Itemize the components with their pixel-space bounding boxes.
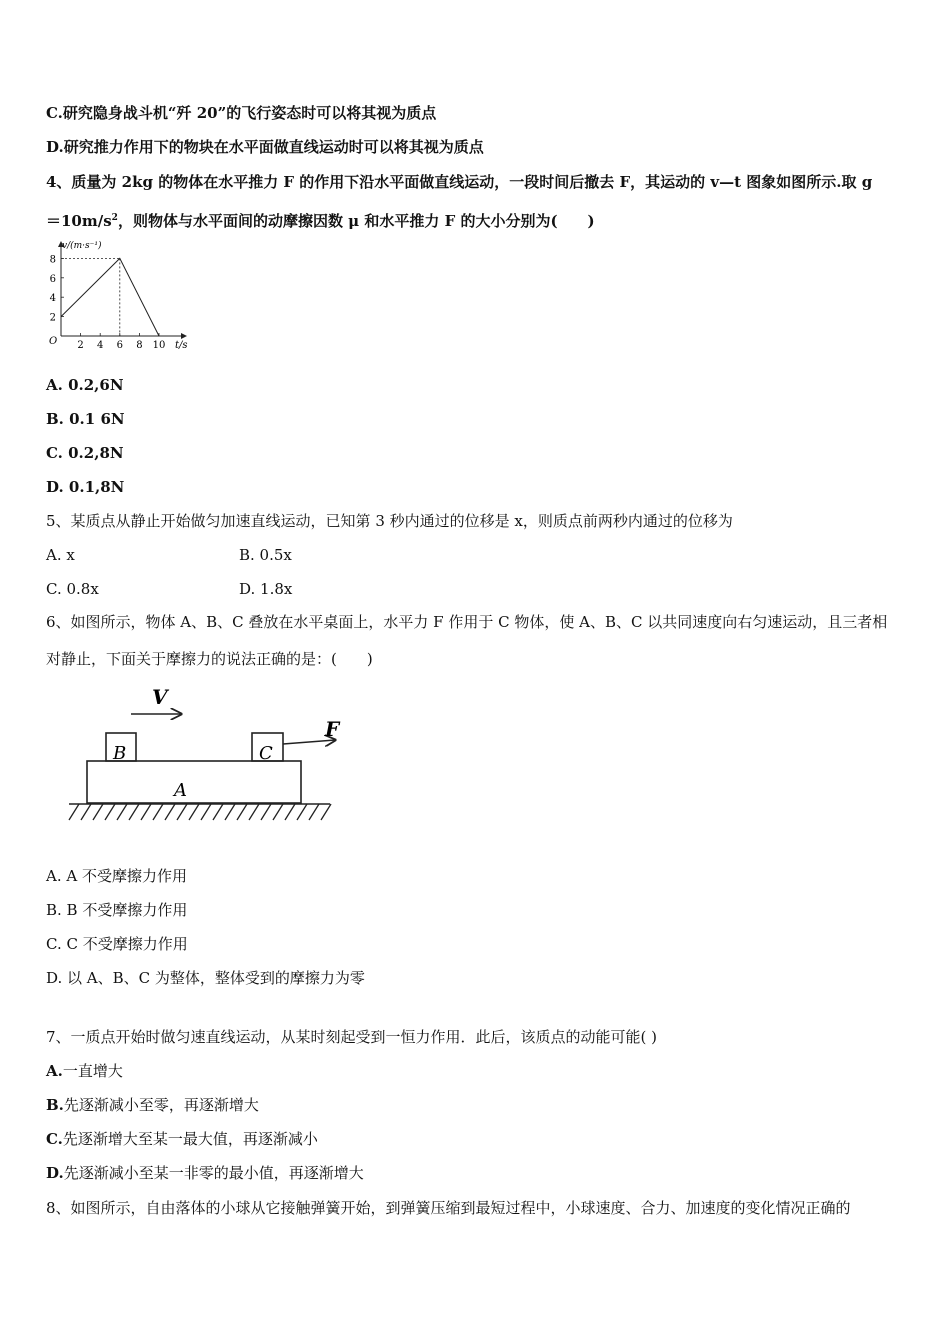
hatch-line	[93, 804, 103, 820]
q4-stem-question: ，则物体与水平面间的动摩擦因数 μ 和水平推力 F 的大小分别为( )	[117, 212, 595, 230]
q6-option-b: B. B 不受摩擦力作用	[46, 901, 188, 919]
hatch-line	[141, 804, 151, 820]
q6-stem-line2: 对静止，下面关于摩擦力的说法正确的是：( )	[46, 650, 373, 668]
y-tick-label: 6	[49, 273, 56, 285]
q4-stem-line1: 4、质量为 2kg 的物体在水平推力 F 的作用下沿水平面做直线运动，一段时间后撤去 F，其运动的 v—t 图象如图所示.取 g	[46, 173, 873, 191]
q5-option-d: D. 1.8x	[239, 580, 293, 598]
hatch-line	[321, 804, 331, 820]
velocity-series-line	[61, 258, 159, 336]
q4-option-b: B. 0.1 6N	[46, 410, 125, 428]
q4-option-d: D. 0.1,8N	[46, 478, 125, 496]
vt-graph	[40, 236, 210, 354]
block-c-label: C	[259, 743, 273, 764]
hatch-line	[225, 804, 235, 820]
blocks-diagram	[55, 680, 345, 830]
y-tick-label: 2	[49, 312, 56, 324]
q7-option-b-text: 先逐渐减小至零，再逐渐增大	[63, 1096, 259, 1114]
hatch-line	[213, 804, 223, 820]
x-tick-label: 8	[136, 340, 143, 351]
hatch-line	[81, 804, 91, 820]
block-a-label: A	[174, 780, 187, 801]
hatch-line	[261, 804, 271, 820]
q7-option-b	[46, 1095, 259, 1115]
hatch-line	[189, 804, 199, 820]
q8-stem: 8、如图所示，自由落体的小球从它接触弹簧开始，到弹簧压缩到最短过程中，小球速度、合力、加速度的变化情况正确的	[46, 1199, 851, 1217]
block-b-label: B	[113, 743, 127, 764]
y-axis-label: v/(m·s⁻¹)	[62, 241, 102, 251]
q4-option-a: A. 0.2,6N	[46, 376, 124, 394]
q3-option-d: D.研究推力作用下的物块在水平面做直线运动时可以将其视为质点	[46, 138, 484, 156]
hatch-line	[105, 804, 115, 820]
q5-option-b: B. 0.5x	[239, 546, 292, 564]
q3-option-c: C.研究隐身战斗机“歼 20”的飞行姿态时可以将其视为质点	[46, 104, 437, 122]
hatch-line	[273, 804, 283, 820]
x-tick-label: 4	[97, 340, 104, 351]
hatch-line	[285, 804, 295, 820]
q7-option-c-key: C.	[46, 1130, 63, 1148]
q5-stem: 5、某质点从静止开始做匀加速直线运动，已知第 3 秒内通过的位移是 x，则质点前两秒内通过的位移为	[46, 512, 733, 530]
hatch-line	[201, 804, 211, 820]
hatch-line	[309, 804, 319, 820]
hatch-line	[249, 804, 259, 820]
q7-stem: 7、一质点开始时做匀速直线运动，从某时刻起受到一恒力作用．此后，该质点的动能可能( )	[46, 1028, 658, 1046]
force-label: F	[325, 717, 340, 741]
q7-option-d-text: 先逐渐减小至某一非零的最小值，再逐渐增大	[63, 1164, 364, 1182]
x-tick-label: 2	[77, 340, 84, 351]
q7-option-c	[46, 1129, 318, 1149]
q4-stem-g-value: ＝10m/s	[46, 212, 112, 230]
x-axis-label: t/s	[175, 340, 188, 351]
q4-stem-g-exponent: 2	[111, 213, 118, 223]
q6-option-d: D. 以 A、B、C 为整体，整体受到的摩擦力为零	[46, 969, 365, 987]
q6-option-c: C. C 不受摩擦力作用	[46, 935, 188, 953]
block-a	[87, 761, 301, 803]
hatch-line	[129, 804, 139, 820]
q7-option-a	[46, 1061, 123, 1081]
q5-option-a: A. x	[46, 546, 75, 564]
q6-stem-line1: 6、如图所示，物体 A、B、C 叠放在水平桌面上，水平力 F 作用于 C 物体，使 A、B、C 以共同速度向右匀速运动，且三者相	[46, 613, 888, 631]
ground-hatching	[69, 804, 331, 820]
q7-option-a-text: 一直增大	[62, 1062, 123, 1080]
y-tick-label: 4	[49, 293, 56, 305]
hatch-line	[297, 804, 307, 820]
hatch-line	[153, 804, 163, 820]
q7-option-d	[46, 1163, 364, 1183]
velocity-label: V	[152, 685, 168, 709]
y-tick-label: 8	[49, 254, 56, 266]
q4-stem-line2	[46, 208, 595, 231]
origin-label: O	[49, 336, 58, 347]
x-tick-label: 10	[152, 340, 166, 351]
q7-option-a-key: A.	[46, 1062, 63, 1080]
hatch-line	[237, 804, 247, 820]
q4-option-c: C. 0.2,8N	[46, 444, 124, 462]
hatch-line	[165, 804, 175, 820]
hatch-line	[177, 804, 187, 820]
q7-option-d-key: D.	[46, 1164, 64, 1182]
hatch-line	[117, 804, 127, 820]
x-tick-label: 6	[116, 340, 123, 351]
hatch-line	[69, 804, 79, 820]
q7-option-b-key: B.	[46, 1096, 64, 1114]
q7-option-c-text: 先逐渐增大至某一最大值，再逐渐减小	[62, 1130, 318, 1148]
q6-option-a: A. A 不受摩擦力作用	[46, 867, 187, 885]
q5-option-c: C. 0.8x	[46, 580, 99, 598]
